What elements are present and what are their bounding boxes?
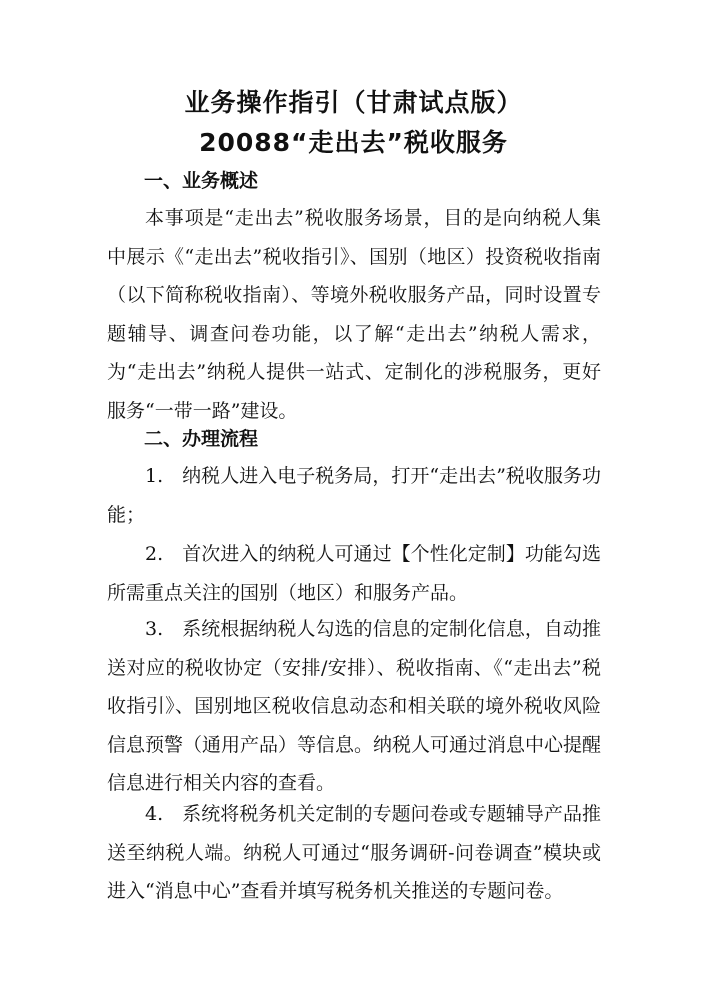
- section-heading-overview: 一、业务概述: [144, 170, 259, 192]
- overview-paragraph: 本事项是“走出去”税收服务场景，目的是向纳税人集中展示《“走出去”税收指引》、国别（地区）投资税收指南（以下简称税收指南）、等境外税收服务产品，同时设置专题辅导、调查问卷功能，以了解“走出去”纳税人需求，为“走出去”纳税人提供一站式、定制化的涉税服务，更好服务“一带一路”建设。: [107, 207, 601, 422]
- process-step-2: 2. 首次进入的纳税人可通过【个性化定制】功能勾选所需重点关注的国别（地区）和服务产品。: [107, 543, 601, 604]
- process-step-3: 3. 系统根据纳税人勾选的信息的定制化信息，自动推送对应的税收协定（安排/安排）、税收指南、《“走出去”税收指引》、国别地区税收信息动态和相关联的境外税收风险信息预警（通用产品）等信息。纳税人可通过消息中心提醒信息进行相关内容的查看。: [107, 618, 602, 795]
- process-step-4: 4. 系统将税务机关定制的专题问卷或专题辅导产品推送至纳税人端。纳税人可通过“服务调研-问卷调查”模块或进入“消息中心”查看并填写税务机关推送的专题问卷。: [107, 803, 601, 903]
- process-step-1: 1. 纳税人进入电子税务局，打开“走出去”税收服务功能；: [107, 465, 601, 526]
- document-title: 业务操作指引（甘肃试点版）: [184, 88, 523, 117]
- section-heading-process: 二、办理流程: [144, 428, 259, 450]
- document-subtitle: 20088“走出去”税收服务: [199, 128, 508, 157]
